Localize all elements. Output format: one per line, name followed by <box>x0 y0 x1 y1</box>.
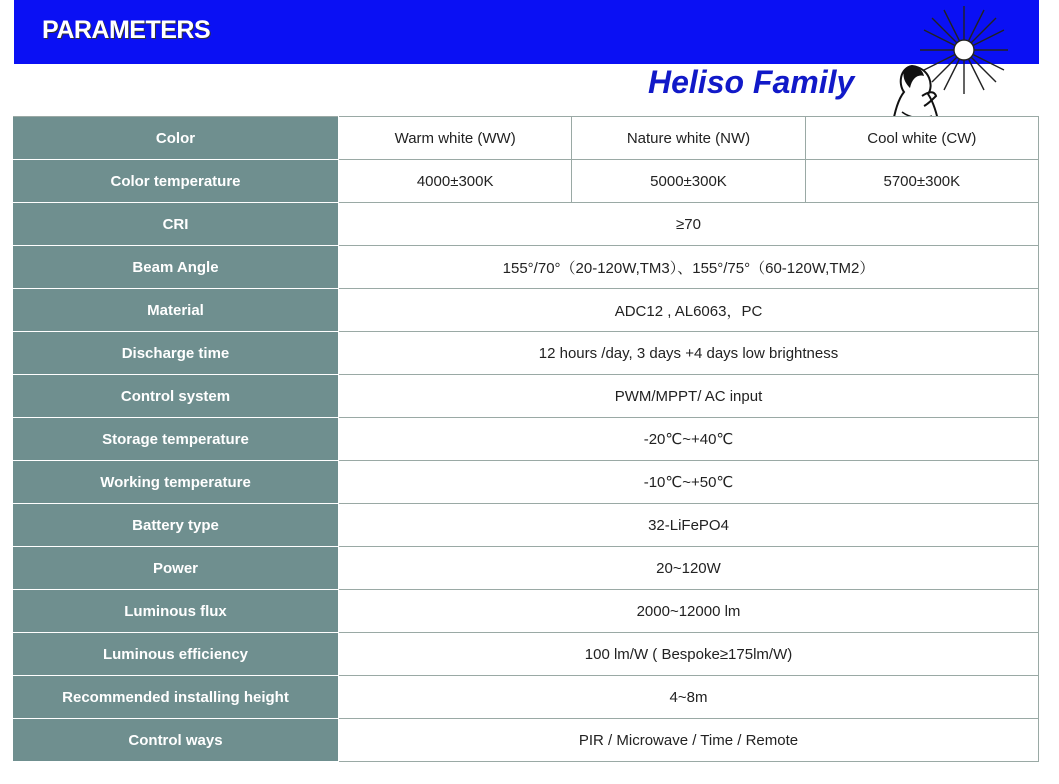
row-label: Working temperature <box>13 461 339 504</box>
cell-value: Nature white (NW) <box>572 117 805 160</box>
table-row <box>13 719 1039 762</box>
cell-value: 12 hours /day, 3 days +4 days low brightness <box>339 332 1039 375</box>
row-label: Luminous flux <box>13 590 339 633</box>
page-title: PARAMETERS <box>42 16 211 44</box>
cell-value: Cool white (CW) <box>805 117 1038 160</box>
table-row <box>13 418 1039 461</box>
row-label: Color <box>13 117 339 160</box>
table-row <box>13 547 1039 590</box>
brand-name: Heliso Family <box>648 64 855 100</box>
cell-value: PWM/MPPT/ AC input <box>339 375 1039 418</box>
cell-value: 100 lm/W ( Bespoke≥175lm/W) <box>339 633 1039 676</box>
table-row <box>13 504 1039 547</box>
cell-value: 4000±300K <box>339 160 572 203</box>
cell-value: 5700±300K <box>805 160 1038 203</box>
row-label: Material <box>13 289 339 332</box>
row-label: Beam Angle <box>13 246 339 289</box>
table-row <box>13 160 1039 203</box>
table-row <box>13 461 1039 504</box>
row-label: Control system <box>13 375 339 418</box>
cell-value: -20℃~+40℃ <box>339 418 1039 461</box>
table-row <box>13 246 1039 289</box>
table-row <box>13 203 1039 246</box>
cell-value: 20~120W <box>339 547 1039 590</box>
table-row <box>13 117 1039 160</box>
cell-value: ADC12 , AL6063，PC <box>339 289 1039 332</box>
row-label: Discharge time <box>13 332 339 375</box>
cell-value: PIR / Microwave / Time / Remote <box>339 719 1039 762</box>
table-row <box>13 289 1039 332</box>
row-label: Storage temperature <box>13 418 339 461</box>
parameters-table <box>13 116 1039 762</box>
table-row <box>13 332 1039 375</box>
cell-value: 155°/70°（20-120W,TM3）、155°/75°（60-120W,TM2） <box>339 246 1039 289</box>
cell-value: ≥70 <box>339 203 1039 246</box>
table-row <box>13 590 1039 633</box>
cell-value: -10℃~+50℃ <box>339 461 1039 504</box>
cell-value: 2000~12000 lm <box>339 590 1039 633</box>
row-label: Power <box>13 547 339 590</box>
row-label: Control ways <box>13 719 339 762</box>
cell-value: 4~8m <box>339 676 1039 719</box>
table-row <box>13 375 1039 418</box>
cell-value: Warm white (WW) <box>339 117 572 160</box>
cell-value: 5000±300K <box>572 160 805 203</box>
table-row <box>13 676 1039 719</box>
row-label: Color temperature <box>13 160 339 203</box>
row-label: Recommended installing height <box>13 676 339 719</box>
table-row <box>13 633 1039 676</box>
row-label: Luminous efficiency <box>13 633 339 676</box>
row-label: Battery type <box>13 504 339 547</box>
cell-value: 32-LiFePO4 <box>339 504 1039 547</box>
row-label: CRI <box>13 203 339 246</box>
header-banner <box>14 0 1039 64</box>
